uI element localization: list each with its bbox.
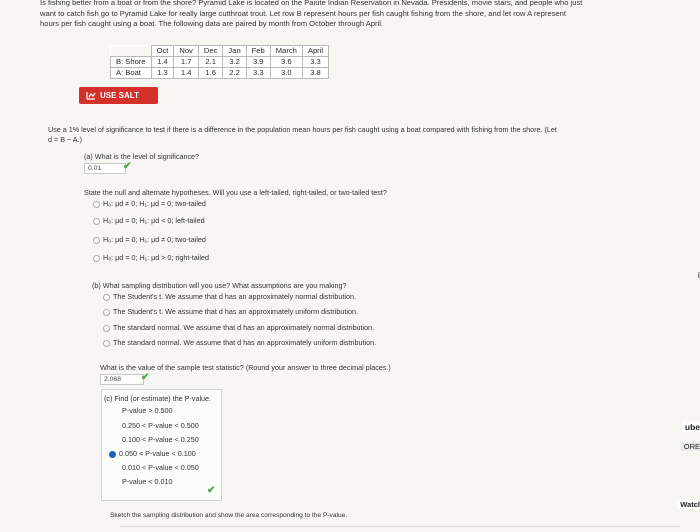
- distribution-option[interactable]: [103, 323, 374, 332]
- option-label: H₀: μd = 0; H₁: μd < 0; left-tailed: [103, 216, 205, 225]
- hypothesis-option[interactable]: [93, 235, 206, 244]
- row-label: B: Shore: [111, 57, 152, 68]
- table-cell: 3.3: [246, 68, 270, 79]
- radio-button[interactable]: [103, 340, 110, 347]
- table-cell: 3.9: [246, 57, 270, 68]
- edge-fragment-4[interactable]: Watcl: [677, 500, 700, 509]
- table-header-cell: Dec: [198, 46, 223, 57]
- radio-button[interactable]: [93, 218, 100, 225]
- check-icon: ✔: [141, 372, 150, 383]
- radio-button[interactable]: [103, 309, 110, 316]
- table-header-cell: April: [302, 46, 328, 57]
- table-header-cell: Oct: [151, 46, 174, 57]
- p-value-option-selected[interactable]: [109, 449, 196, 458]
- part-a-question: (a) What is the level of significance?: [84, 152, 200, 161]
- question-prompt: [48, 125, 688, 145]
- prompt-line-1: Use a 1% level of significance to test if there is a difference in the population mean hours per fish caught using a boat compared with fishing from the shore. (Let: [48, 125, 557, 134]
- table-header-cell: Jan: [223, 46, 246, 57]
- option-label: 0.250 < P-value < 0.500: [122, 421, 199, 430]
- data-table-wrapper: [110, 45, 329, 79]
- table-cell: 1.4: [174, 68, 199, 79]
- test-statistic-input[interactable]: 2.068: [100, 374, 144, 385]
- table-header-cell: [111, 46, 152, 57]
- table-cell: 1.6: [198, 68, 223, 79]
- hypotheses-question: State the null and alternate hypotheses. Will you use a left-tailed, right-tailed, or two-tailed test?: [84, 188, 387, 197]
- table-cell: 3.2: [223, 57, 246, 68]
- check-icon: ✔: [123, 161, 132, 172]
- table-cell: 3.6: [270, 57, 302, 68]
- distribution-option[interactable]: [103, 292, 356, 301]
- data-table: [110, 45, 329, 79]
- option-label: H₀: μd = 0; H₁: μd > 0; right-tailed: [103, 253, 209, 262]
- table-cell: 3.8: [302, 68, 328, 79]
- sketch-instruction: Sketch the sampling distribution and show the area corresponding to the P-value.: [110, 512, 348, 519]
- edge-fragment-3[interactable]: ORE: [681, 442, 700, 451]
- hypothesis-option[interactable]: [93, 199, 206, 208]
- edge-fragment-1: i: [697, 270, 700, 280]
- intro-line-0: Is fishing better from a boat or from the shore? Pyramid Lake is located on the Paiute Indian Reservation in Nevada. Presidents, movie stars, and people who just: [40, 0, 583, 7]
- option-label: The Student's t. We assume that d has an approximately uniform distribution.: [113, 307, 358, 316]
- option-label: 0.010 < P-value < 0.050: [122, 463, 199, 472]
- p-value-option[interactable]: [112, 463, 199, 472]
- prompt-line-2: d = B − A.): [48, 135, 82, 144]
- p-value-option[interactable]: [112, 477, 173, 486]
- option-label: H₀: μd = 0; H₁: μd ≠ 0; two-tailed: [103, 235, 206, 244]
- p-value-option[interactable]: [112, 421, 199, 430]
- option-label: The Student's t. We assume that d has an approximately normal distribution.: [113, 292, 356, 301]
- table-row: [111, 68, 329, 79]
- hypothesis-option[interactable]: [93, 253, 209, 262]
- intro-line-1: want to catch fish go to Pyramid Lake for really large cutthroat trout. Let row B represent hours per fish caught fishing from the shore, and let row A represent: [40, 8, 566, 18]
- table-cell: 3.3: [302, 57, 328, 68]
- table-header-row: [111, 46, 329, 57]
- table-header-cell: Feb: [246, 46, 270, 57]
- edge-fragment-2[interactable]: ube: [682, 422, 700, 432]
- row-label: A: Boat: [111, 68, 152, 79]
- test-statistic-question: What is the value of the sample test statistic? (Round your answer to three decimal places.): [100, 363, 391, 372]
- option-label: P-value < 0.010: [122, 477, 173, 486]
- check-icon: ✔: [207, 485, 216, 496]
- salt-label: USE SALT: [100, 91, 139, 100]
- option-label: The standard normal. We assume that d has an approximately normal distribution.: [113, 323, 375, 332]
- problem-intro: [40, 0, 700, 30]
- radio-button[interactable]: [103, 325, 110, 332]
- radio-button[interactable]: [103, 294, 110, 301]
- use-salt-button[interactable]: [79, 87, 158, 104]
- salt-icon: [86, 91, 96, 100]
- table-cell: 2.1: [198, 57, 223, 68]
- radio-button[interactable]: [93, 255, 100, 262]
- significance-input[interactable]: 0.01: [84, 163, 126, 174]
- part-c-question: (c) Find (or estimate) the P-value.: [104, 394, 212, 403]
- radio-button[interactable]: [93, 201, 100, 208]
- table-row: [111, 57, 329, 68]
- table-header-cell: Nov: [174, 46, 199, 57]
- distribution-option[interactable]: [103, 338, 376, 347]
- option-label: H₀: μd ≠ 0; H₁: μd = 0; two-tailed: [103, 199, 206, 208]
- distribution-option[interactable]: [103, 307, 358, 316]
- option-label: P-value > 0.500: [122, 406, 173, 415]
- table-cell: 1.3: [151, 68, 174, 79]
- p-value-option[interactable]: [112, 435, 199, 444]
- option-label: 0.050 < P-value < 0.100: [119, 449, 196, 458]
- intro-line-2: hours per fish caught using a boat. The following data are paired by month from October through April.: [40, 19, 384, 28]
- table-cell: 1.7: [174, 57, 199, 68]
- p-value-option[interactable]: [112, 406, 173, 415]
- radio-button[interactable]: [93, 237, 100, 244]
- hypothesis-option[interactable]: [93, 216, 205, 225]
- radio-button-selected[interactable]: [109, 451, 116, 458]
- option-label: The standard normal. We assume that d has an approximately uniform distribution.: [113, 338, 377, 347]
- table-cell: 2.2: [223, 68, 246, 79]
- sketch-axis-divider: [120, 526, 680, 527]
- table-cell: 1.4: [151, 57, 174, 68]
- table-cell: 3.0: [270, 68, 302, 79]
- part-b-question: (b) What sampling distribution will you use? What assumptions are you making?: [92, 281, 347, 290]
- table-header-cell: March: [270, 46, 302, 57]
- option-label: 0.100 < P-value < 0.250: [122, 435, 199, 444]
